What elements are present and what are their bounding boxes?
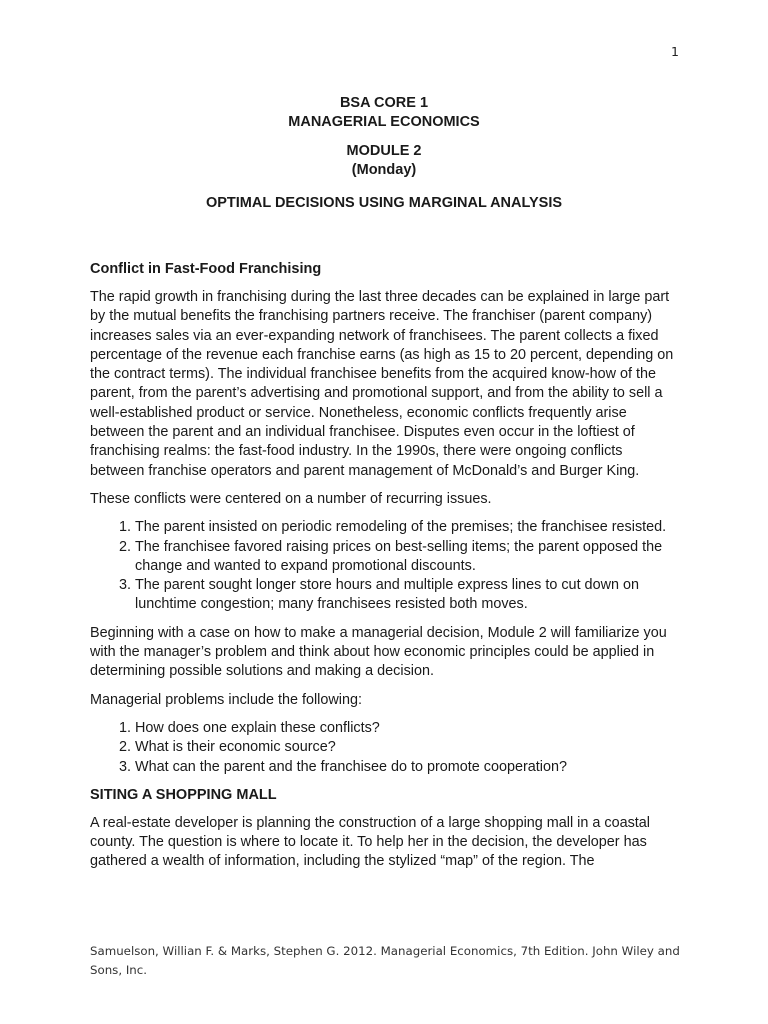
module-day: (Monday)	[351, 162, 417, 178]
section-heading-franchising: Conflict in Fast-Food Franchising	[90, 261, 322, 277]
list-item: 3. What can the parent and the franchisee do to promote cooperation?	[135, 758, 680, 777]
course-title: BSA CORE 1	[339, 95, 429, 111]
subject-title: MANAGERIAL ECONOMICS	[288, 114, 480, 130]
list-item: 1. How does one explain these conflicts?	[135, 719, 680, 738]
list-item: 3. The parent sought longer store hours and multiple express lines to cut down on lunchtime congestion; many franchisees resisted both moves.	[135, 576, 680, 615]
topic-title: OPTIMAL DECISIONS USING MARGINAL ANALYSIS	[205, 195, 563, 211]
paragraph: The rapid growth in franchising during the last three decades can be explained in large part by the mutual benefits the franchising partners receive. The franchiser (parent company) increases sales via an ever-expanding network of franchisees. The parent collects a fixed percentage of the revenue each franchise earns (as high as 15 to 20 percent, depending on the contract terms). The individual franchisee benefits from the acquired know-how of the parent, from the parent’s advertising and promotional support, and from the ability to sell a well-established product or service. Nonetheless, economic conflicts frequently arise between the parent and an individual franchisee. Disputes even occur in the loftiest of franchising realms: the fast-food industry. In the 1990s, there were ongoing conflicts between franchise operators and parent management of McDonald’s and Burger King.	[90, 289, 674, 479]
issues-list	[90, 518, 680, 614]
section-heading-shopping-mall: SITING A SHOPPING MALL	[90, 786, 277, 803]
list-item: 2. The franchisee favored raising prices on best-selling items; the parent opposed the change and wanted to expand promotional discounts.	[135, 538, 680, 577]
module-title: MODULE 2	[346, 143, 422, 159]
paragraph: Beginning with a case on how to make a managerial decision, Module 2 will familiarize you with the manager’s problem and think about how economic principles could be applied in determining possible solutions and making a decision.	[90, 624, 667, 680]
list-item: 1. The parent insisted on periodic remodeling of the premises; the franchisee resisted.	[135, 518, 680, 537]
document-body	[90, 260, 680, 881]
list-item: 2. What is their economic source?	[135, 738, 680, 757]
title-block	[0, 94, 768, 213]
problems-list	[90, 719, 680, 777]
page-number: 1	[671, 44, 679, 59]
paragraph: Managerial problems include the following:	[90, 691, 362, 708]
paragraph: These conflicts were centered on a number of recurring issues.	[90, 490, 492, 507]
footer-citation: Samuelson, Willian F. & Marks, Stephen G. 2012. Managerial Economics, 7th Edition. John Wiley and Sons, Inc.	[90, 944, 680, 977]
paragraph: A real-estate developer is planning the construction of a large shopping mall in a coastal county. The question is where to locate it. To help her in the decision, the developer has gathered a wealth of information, including the stylized “map” of the region. The	[90, 814, 650, 870]
